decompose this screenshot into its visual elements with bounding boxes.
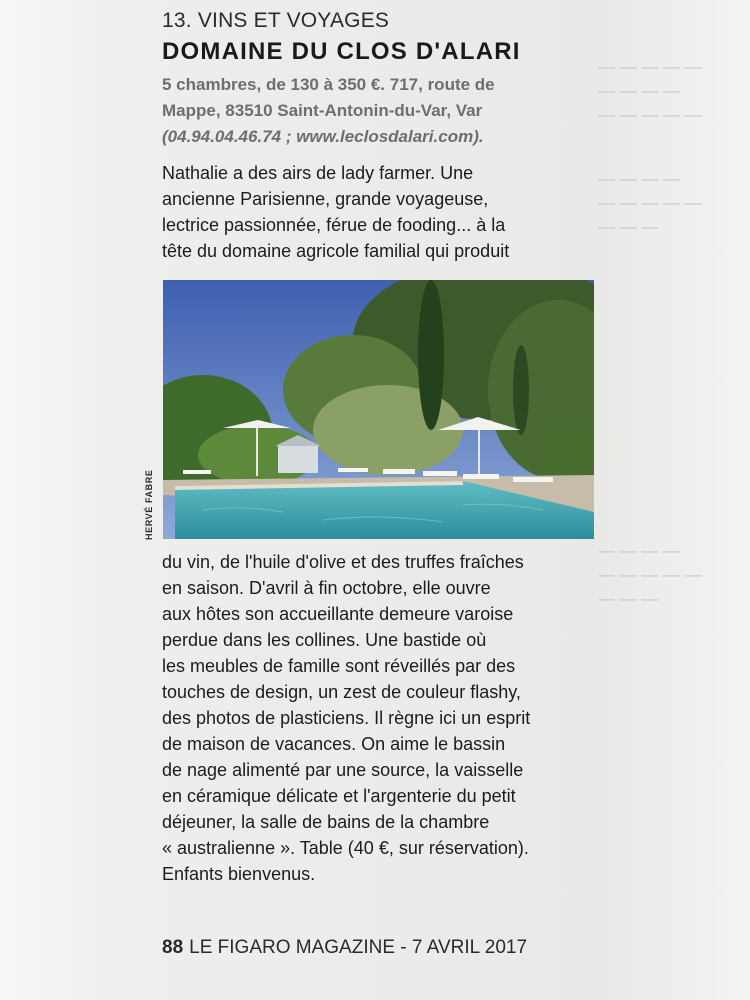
- body-line: en céramique délicate et l'argenterie du petit: [162, 786, 516, 806]
- article-title: DOMAINE DU CLOS D'ALARI: [162, 38, 521, 65]
- photo-credit: [144, 527, 154, 540]
- body-line: « australienne ». Table (40 €, sur réservation).: [162, 838, 529, 858]
- pool-photo: [163, 280, 594, 539]
- page-number: 88: [162, 937, 184, 958]
- info-line-rooms: 5 chambres, de 130 à 350 €. 717, route de: [162, 75, 495, 94]
- intro-paragraph: [162, 160, 602, 264]
- body-line: Enfants bienvenus.: [162, 864, 316, 884]
- main-paragraph: [162, 549, 602, 887]
- intro-line: lectrice passionnée, férue de fooding... à la: [162, 215, 506, 235]
- intro-line: tête du domaine agricole familial qui produit: [162, 241, 510, 261]
- body-line: touches de design, un zest de couleur flashy,: [162, 682, 521, 702]
- info-line-contact: (04.94.04.46.74 ; www.leclosdalari.com).: [162, 127, 484, 146]
- practical-info: [162, 72, 602, 150]
- body-line: déjeuner, la salle de bains de la chambre: [162, 812, 490, 832]
- body-line: perdue dans les collines. Une bastide où: [162, 630, 487, 650]
- info-line-address: Mappe, 83510 Saint-Antonin-du-Var, Var: [162, 101, 483, 120]
- body-line: de nage alimenté par une source, la vaisselle: [162, 760, 524, 780]
- body-line: les meubles de famille sont réveillés par des: [162, 656, 516, 676]
- body-line: de maison de vacances. On aime le bassin: [162, 734, 506, 754]
- page-footer: [162, 937, 527, 959]
- body-line: du vin, de l'huile d'olive et des truffes fraîches: [162, 552, 524, 572]
- body-line: aux hôtes son accueillante demeure varoise: [162, 604, 514, 624]
- adjacent-page-bleed: — — — — — — — — — — — — — — — — — — — — — — — — — — — — — — — — — — — — — —: [598, 57, 702, 608]
- body-line: des photos de plasticiens. Il règne ici un esprit: [162, 708, 531, 728]
- body-line: en saison. D'avril à fin octobre, elle ouvre: [162, 578, 491, 598]
- section-kicker: 13. VINS ET VOYAGES: [162, 9, 390, 32]
- publication-line: LE FIGARO MAGAZINE - 7 AVRIL 2017: [189, 937, 528, 958]
- intro-line: ancienne Parisienne, grande voyageuse,: [162, 189, 489, 209]
- intro-line: Nathalie a des airs de lady farmer. Une: [162, 163, 474, 183]
